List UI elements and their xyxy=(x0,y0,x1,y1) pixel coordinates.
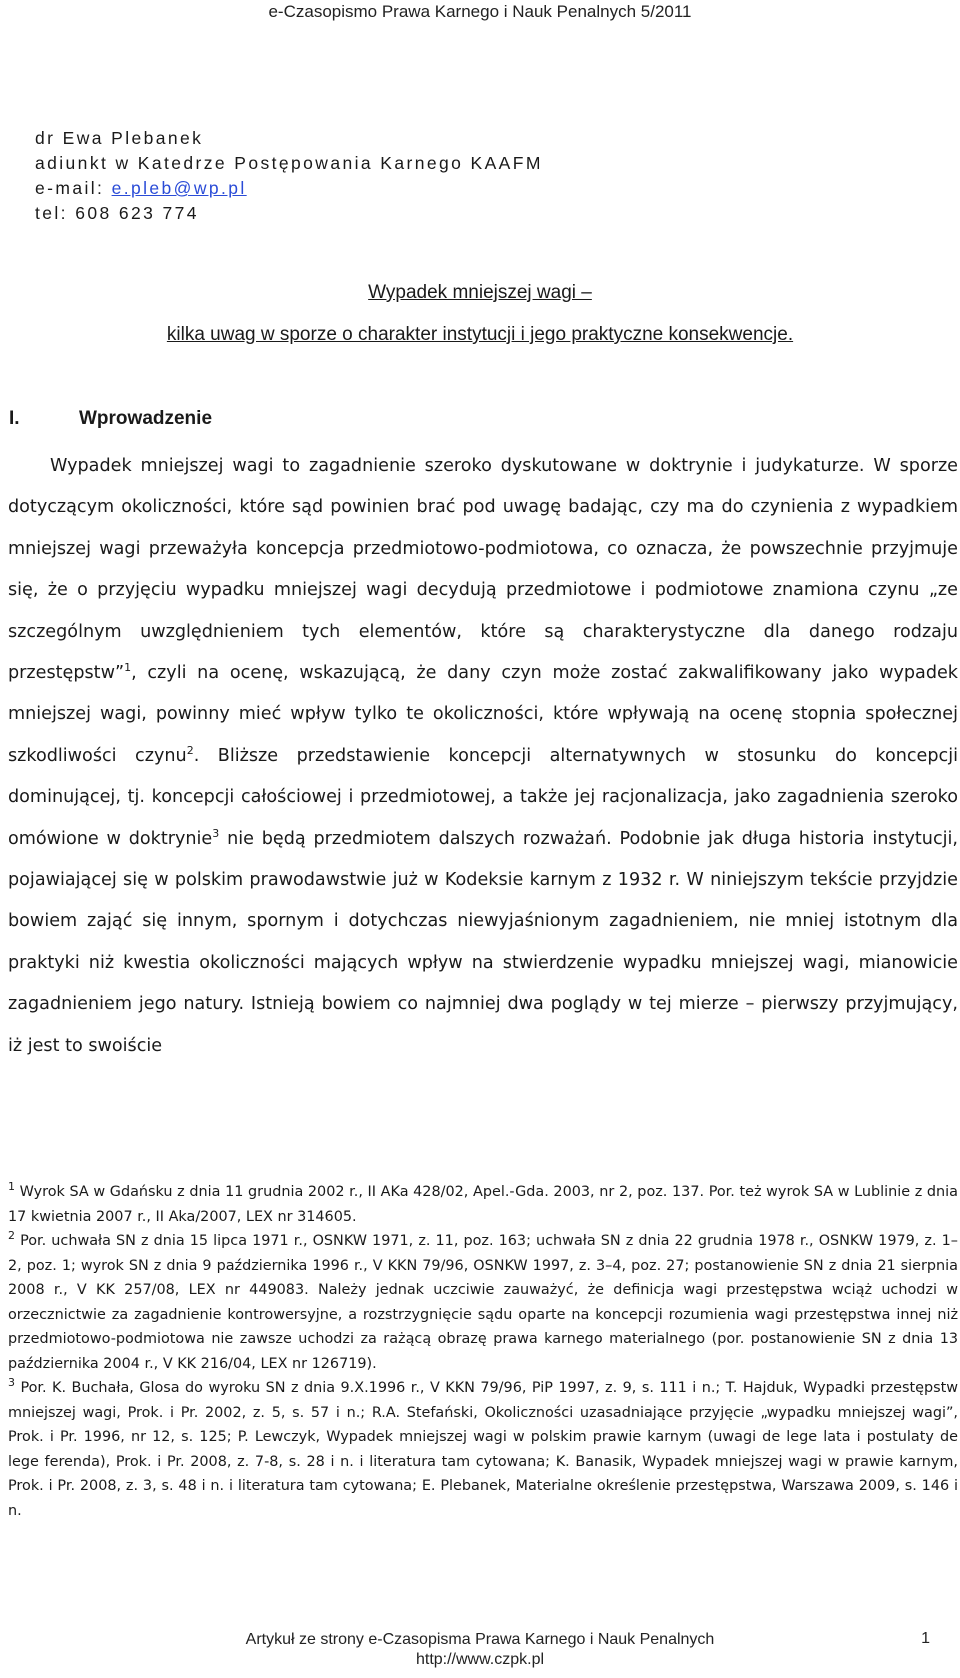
footnote-text: Wyrok SA w Gdańsku z dnia 11 grudnia 2002 r., II AKa 428/02, Apel.-Gda. 2003, nr 2, poz. 137. Por. też wyrok SA w Lublinie z dnia 17 kwietnia 2007 r., II Aka/2007, LEX nr 314605. xyxy=(8,1184,958,1225)
body-part-2: , czyli na ocenę, wskazującą, że dany czyn może zostać zakwalifikowany jako wypadek mniejszej wagi, powinny mieć wpływ tylko te okoliczności, które wpływają na ocenę stopnia społecznej szkodliwości czynu xyxy=(8,663,958,766)
article-title-line-1: Wypadek mniejszej wagi – xyxy=(368,282,592,303)
section-title: Wprowadzenie xyxy=(79,408,213,429)
running-header: e-Czasopismo Prawa Karnego i Nauk Penalnych 5/2011 xyxy=(268,2,692,21)
footnote-3 xyxy=(8,1376,958,1523)
author-block xyxy=(35,126,543,226)
footnote-ref-2[interactable]: 2 xyxy=(186,743,194,757)
section-number: I. xyxy=(9,408,20,429)
body-part-4: nie będą przedmiotem dalszych rozważań. Podobnie jak długa historia instytucji, pojawiającej się w polskim prawodawstwie już w Kodeksie karnym z 1932 r. W niniejszym tekście przyjdzie bowiem zająć się innym, spornym i dotychczas niewyjaśnionym zagadnieniem, nie mniej istotnym dla praktyki niż kwestia okoliczności mających wpływ na stwierdzenie wypadku mniejszej wagi, mianowicie zagadnieniem jego natury. Istnieją bowiem co najmniej dwa poglądy w tej mierze – pierwszy przyjmujący, iż jest to swoiście xyxy=(8,828,958,1056)
email-label: e-mail: xyxy=(35,178,105,198)
author-phone: tel: 608 623 774 xyxy=(35,203,199,223)
footnote-2 xyxy=(8,1229,958,1376)
paragraph xyxy=(8,446,958,1067)
article-title-line-2: kilka uwag w sporze o charakter instytucji i jego praktyczne konsekwencje. xyxy=(166,324,794,345)
footnote-number: 2 xyxy=(8,1229,15,1243)
body-part-1: Wypadek mniejszej wagi to zagadnienie szeroko dyskutowane w doktrynie i judykaturze. W sporze dotyczącym okoliczności, które sąd powinien brać pod uwagę badając, czy ma do czynienia z wypadkiem mniejszej wagi przeważyła koncepcja przedmiotowo-podmiotowa, co oznacza, że powszechnie przyjmuje się, że o przyjęciu wypadku mniejszej wagi decydują przedmiotowe i podmiotowe znamiona czynu „ze szczególnym uwzględnieniem tych elementów, które są charakterystyczne dla danego rodzaju przestępstw” xyxy=(8,456,958,684)
footnotes xyxy=(8,1180,958,1523)
author-name: dr Ewa Plebanek xyxy=(35,128,204,148)
footnote-number: 3 xyxy=(8,1376,15,1390)
body-part-3: . Bliższe przedstawienie koncepcji alternatywnych w stosunku do koncepcji dominującej, tj. koncepcji całościowej i przedmiotowej, a także jej racjonalizacja, jako zagadnienia szeroko omówione w doktrynie xyxy=(8,745,958,849)
footnote-ref-3[interactable]: 3 xyxy=(212,826,220,840)
footer-source: Artykuł ze strony e-Czasopisma Prawa Karnego i Nauk Penalnych xyxy=(245,1631,715,1648)
footnote-1 xyxy=(8,1180,958,1229)
email-link[interactable]: e.pleb@wp.pl xyxy=(111,178,247,198)
author-email-line xyxy=(35,176,543,201)
footnote-text: Por. K. Buchała, Glosa do wyroku SN z dnia 9.X.1996 r., V KKN 79/96, PiP 1997, z. 9, s. 111 i n.; T. Hajduk, Wypadki przestępstw mniejszej wagi, Prok. i Pr. 2002, z. 5, s. 57 i n.; R.A. Stefański, Okoliczności uzasadniające przyjęcie „wypadku mniejszej wagi”, Prok. i Pr. 1996, nr 12, s. 125; P. Lewczyk, Wypadek mniejszej wagi w polskim prawie karnym (uwagi de lege lata i postulaty de lege ferenda), Prok. i Pr. 2008, z. 7-8, s. 28 i n. i literatura tam cytowana; K. Banasik, Wypadek mniejszej wagi w prawie karnym, Prok. i Pr. 2008, z. 3, s. 48 i n. i literatura tam cytowana; E. Plebanek, Materialne określenie przestępstwa, Warszawa 2009, s. 146 i n. xyxy=(8,1380,958,1519)
author-position: adiunkt w Katedrze Postępowania Karnego KAAFM xyxy=(35,153,543,173)
page-footer xyxy=(0,1630,960,1670)
footnote-ref-1[interactable]: 1 xyxy=(124,661,132,675)
footnote-text: Por. uchwała SN z dnia 15 lipca 1971 r., OSNKW 1971, z. 11, poz. 163; uchwała SN z dnia 22 grudnia 1978 r., OSNKW 1979, z. 1–2, poz. 1; wyrok SN z dnia 9 października 1996 r., V KKN 79/96, OSNKW 1997, z. 3–4, poz. 27; postanowienie SN z dnia 21 sierpnia 2008 r., V KK 257/08, LEX nr 449083. Należy jednak uczciwie zauważyć, że definicja wagi przestępstwa wciąż uchodzi w orzecznictwie za zagadnienie kontrowersyjne, a rozstrzygnięcie sądu oparte na koncepcji rozumienia wagi przestępstwa innej niż przedmiotowo-podmiotowa nie zawsze uchodzi za rażącą obrazę prawa karnego materialnego (por. postanowienie SN z dnia 13 października 2004 r., V KK 216/04, LEX nr 126719). xyxy=(8,1233,958,1372)
page-number: 1 xyxy=(921,1630,930,1647)
footnote-number: 1 xyxy=(8,1180,15,1194)
body-text xyxy=(8,446,958,1067)
section-heading xyxy=(9,408,212,430)
footer-url[interactable]: http://www.czpk.pl xyxy=(415,1651,545,1668)
